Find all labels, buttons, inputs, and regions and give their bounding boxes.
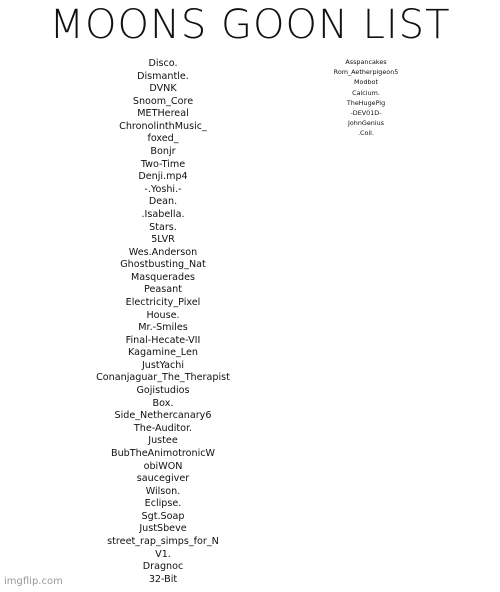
- name-list-item: 5LVR: [151, 234, 175, 246]
- name-list-item: JustYachi: [141, 359, 185, 371]
- name-list-item: Wilson.: [145, 485, 181, 497]
- name-list-item: Wes.Anderson: [128, 246, 198, 258]
- name-list-item: TheHugePig: [346, 98, 386, 107]
- name-list-item: BubTheAnimotronicW: [111, 447, 215, 459]
- name-list-item: Dean.: [148, 196, 178, 208]
- name-list-item: DVNK: [149, 83, 177, 95]
- name-list-item: Sgt.Soap: [141, 510, 185, 522]
- name-list-item: Final-Hecate-VII: [125, 334, 201, 346]
- name-list-item: .Isabella.: [141, 208, 185, 220]
- name-list-item: Stars.: [149, 221, 177, 233]
- name-list-item: Mr.-Smiles: [138, 322, 188, 334]
- name-list-item: Masquerades: [130, 271, 196, 283]
- name-list-item: V1.: [155, 548, 171, 560]
- name-list-item: Justee: [148, 435, 178, 447]
- name-list-item: Kagamine_Len: [128, 347, 198, 359]
- name-list-item: Eclipse.: [144, 498, 182, 510]
- name-list-item: 32-Bit: [148, 573, 178, 585]
- name-list-item: Ghostbusting_Nat: [120, 259, 206, 271]
- name-list-item: Rom_Aetherpigeon5: [333, 68, 399, 77]
- name-list-item: Denji.mp4: [138, 171, 188, 183]
- name-list-item: Dismantle.: [137, 70, 189, 82]
- name-list-item: Box.: [152, 397, 174, 409]
- name-list-item: street_rap_simps_for_N: [107, 535, 219, 547]
- name-list-item: .Coil.: [358, 129, 374, 138]
- name-list-item: Disco.: [148, 58, 178, 69]
- name-list-item: Snoom_Core: [132, 95, 194, 107]
- name-list-item: Peasant: [144, 284, 182, 296]
- page-title: MOONS GOON LIST: [49, 2, 451, 48]
- name-list-item: Conanjaguar_The_Therapist: [96, 372, 230, 384]
- name-list-item: Side_Nethercanary6: [114, 410, 212, 422]
- name-list-item: JustSbeve: [139, 523, 187, 535]
- name-list-item: House.: [146, 309, 180, 321]
- name-list-item: METHereal: [137, 108, 189, 120]
- name-list-item: -DEV01D-: [350, 108, 382, 117]
- name-list-item: Gojistudios: [136, 385, 190, 397]
- name-list-item: foxed_: [147, 133, 179, 145]
- name-list-item: Modbot: [354, 78, 378, 87]
- name-list-item: Bonjr: [150, 146, 176, 158]
- name-list-item: The-Auditor.: [133, 422, 193, 434]
- name-list-item: Dragnoc: [142, 561, 184, 573]
- name-list-item: Electricity_Pixel: [125, 296, 201, 308]
- main-name-list: [63, 58, 263, 586]
- name-list-item: -.Yoshi.-: [144, 183, 182, 195]
- name-list-item: Asspancakes: [345, 58, 387, 66]
- secondary-name-list: [300, 57, 432, 139]
- name-list-item: ChronolinthMusic_: [119, 120, 207, 132]
- name-list-item: obiWON: [143, 460, 183, 472]
- name-list-item: Calcium.: [352, 88, 380, 97]
- name-list-item: JohnGenius: [348, 119, 384, 128]
- imgflip-watermark: imgflip.com: [4, 576, 63, 587]
- name-list-item: Two-Time: [140, 158, 186, 170]
- name-list-item: saucegiver: [136, 473, 190, 485]
